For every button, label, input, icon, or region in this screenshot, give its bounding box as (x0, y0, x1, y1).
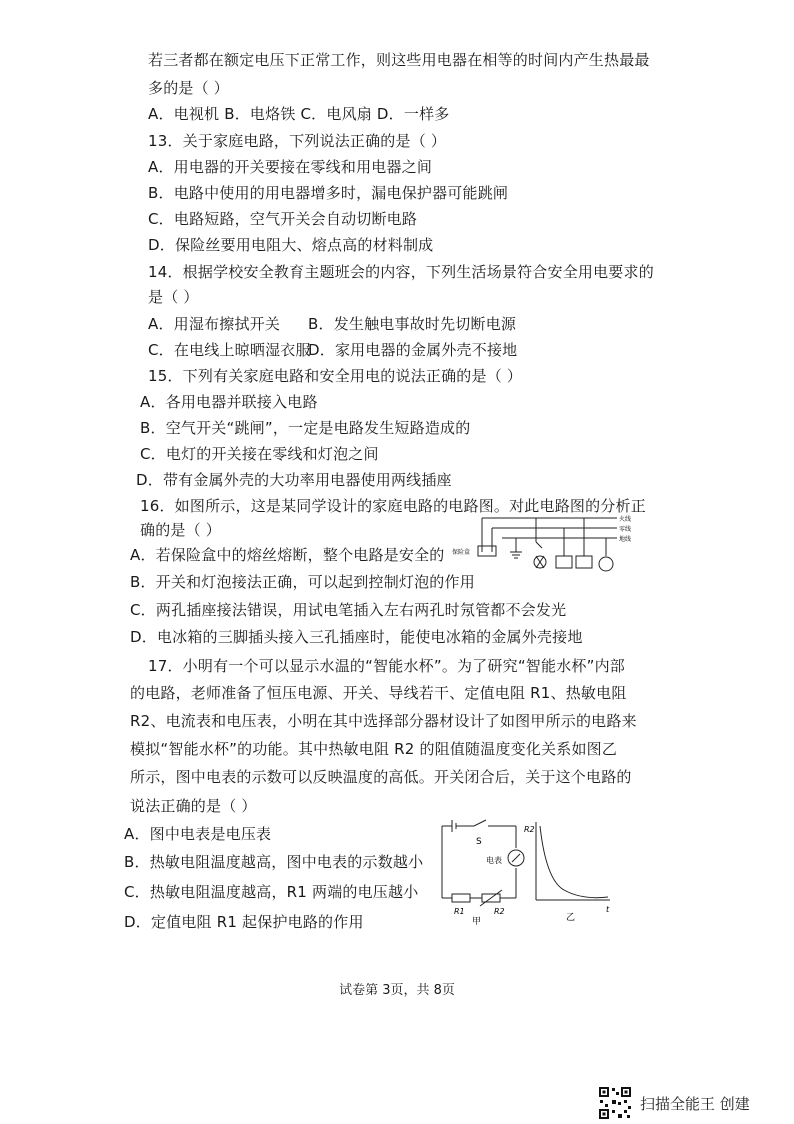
q17-line6: 说法正确的是（ ） (130, 797, 257, 815)
q17-line3: R2、电流表和电压表，小明在其中选择部分器材设计了如图甲所示的电路来 (130, 712, 637, 730)
r1-label: R1 (454, 907, 465, 916)
q16-stem-line1: 16．如图所示，这是某同学设计的家庭电路的电路图。对此电路图的分析正 (140, 497, 646, 515)
scanner-brand-text: 扫描全能王 创建 (640, 1095, 750, 1113)
three-hole-socket-icon (599, 557, 613, 571)
earth-wire-label: 地线 (619, 536, 632, 543)
q16-option-d: D．电冰箱的三脚插头接入三孔插座时，能使电冰箱的金属外壳接地 (130, 628, 583, 646)
q14-option-b: B．发生触电事故时先切断电源 (308, 315, 517, 333)
socket-icon (576, 556, 592, 568)
q12-options: A．电视机 B．电烙铁 C．电风扇 D．一样多 (148, 105, 450, 123)
two-hole-socket-icon (556, 556, 572, 568)
meter-label: 电表 (486, 856, 502, 865)
live-wire-label: 火线 (619, 516, 632, 523)
q14-stem-line2: 是（ ） (148, 288, 199, 306)
q16-option-c: C．两孔插座接法错误，用试电笔插入左右两孔时氖管都不会发光 (130, 601, 567, 619)
switch-icon (474, 820, 486, 826)
q16-option-a: A．若保险盒中的熔丝熔断，整个电路是安全的 (130, 546, 445, 564)
q17-line5: 所示，图中电表的示数可以反映温度的高低。开关闭合后，关于这个电路的 (130, 768, 632, 786)
q15-option-c: C．电灯的开关接在零线和灯泡之间 (140, 445, 379, 463)
x-axis-label: t (606, 905, 610, 914)
household-circuit-figure (452, 512, 642, 584)
switch-label: S (476, 837, 482, 847)
q13-option-d: D．保险丝要用电阻大、熔点高的材料制成 (148, 236, 434, 254)
q13-option-a: A．用电器的开关要接在零线和用电器之间 (148, 158, 433, 176)
neutral-wire-label: 零线 (619, 526, 632, 533)
q17-line4: 模拟“智能水杯”的功能。其中热敏电阻 R2 的阻值随温度变化关系如图乙 (130, 740, 618, 758)
graph-figure-yi (520, 818, 616, 928)
page-footer: 试卷第 3页，共 8页 (339, 983, 455, 998)
q13-option-b: B．电路中使用的用电器增多时，漏电保护器可能跳闸 (148, 184, 509, 202)
circuit-figure-jia (434, 818, 530, 928)
q14-option-a: A．用湿布擦拭开关 (148, 315, 281, 333)
figure-jia-label: 甲 (472, 917, 482, 927)
q12-text-line2: 多的是（ ） (148, 79, 229, 97)
q15-option-b: B．空气开关“跳闸”，一定是电路发生短路造成的 (140, 419, 471, 437)
q14-stem-line1: 14．根据学校安全教育主题班会的内容，下列生活场景符合安全用电要求的 (148, 263, 654, 281)
q12-text-line1: 若三者都在额定电压下正常工作，则这些用电器在相等的时间内产生热最最 (148, 51, 650, 69)
q17-option-a: A．图中电表是电压表 (124, 825, 272, 843)
q16-option-b: B．开关和灯泡接法正确，可以起到控制灯泡的作用 (130, 573, 475, 591)
r2-label: R2 (494, 907, 505, 916)
q17-option-b: B．热敏电阻温度越高，图中电表的示数越小 (124, 853, 424, 871)
q13-stem: 13．关于家庭电路，下列说法正确的是（ ） (148, 132, 447, 150)
q17-line1: 17．小明有一个可以显示水温的“智能水杯”。为了研究“智能水杯”内部 (148, 657, 625, 675)
q15-stem: 15．下列有关家庭电路和安全用电的说法正确的是（ ） (148, 367, 523, 385)
q16-stem-line2: 确的是（ ） (140, 521, 221, 539)
q14-option-c: C．在电线上晾晒湿衣服 (148, 341, 311, 359)
q17-option-d: D．定值电阻 R1 起保护电路的作用 (124, 913, 364, 931)
resistor-r1-icon (452, 894, 470, 902)
fuse-box (478, 546, 496, 556)
fuse-box-label: 保险盒 (452, 549, 471, 556)
q13-option-c: C．电路短路，空气开关会自动切断电路 (148, 210, 418, 228)
q15-option-d: D．带有金属外壳的大功率用电器使用两线插座 (136, 471, 452, 489)
r2-temperature-curve (540, 826, 608, 898)
q17-line2: 的电路，老师准备了恒压电源、开关、导线若干、定值电阻 R1、热敏电阻 (130, 684, 627, 702)
y-axis-label: R2 (524, 825, 535, 834)
figure-yi-label: 乙 (566, 913, 576, 923)
q17-option-c: C．热敏电阻温度越高，R1 两端的电压越小 (124, 883, 419, 901)
qr-code-icon (598, 1086, 632, 1120)
q14-option-d: D．家用电器的金属外壳不接地 (308, 341, 518, 359)
q15-option-a: A．各用电器并联接入电路 (140, 393, 318, 411)
